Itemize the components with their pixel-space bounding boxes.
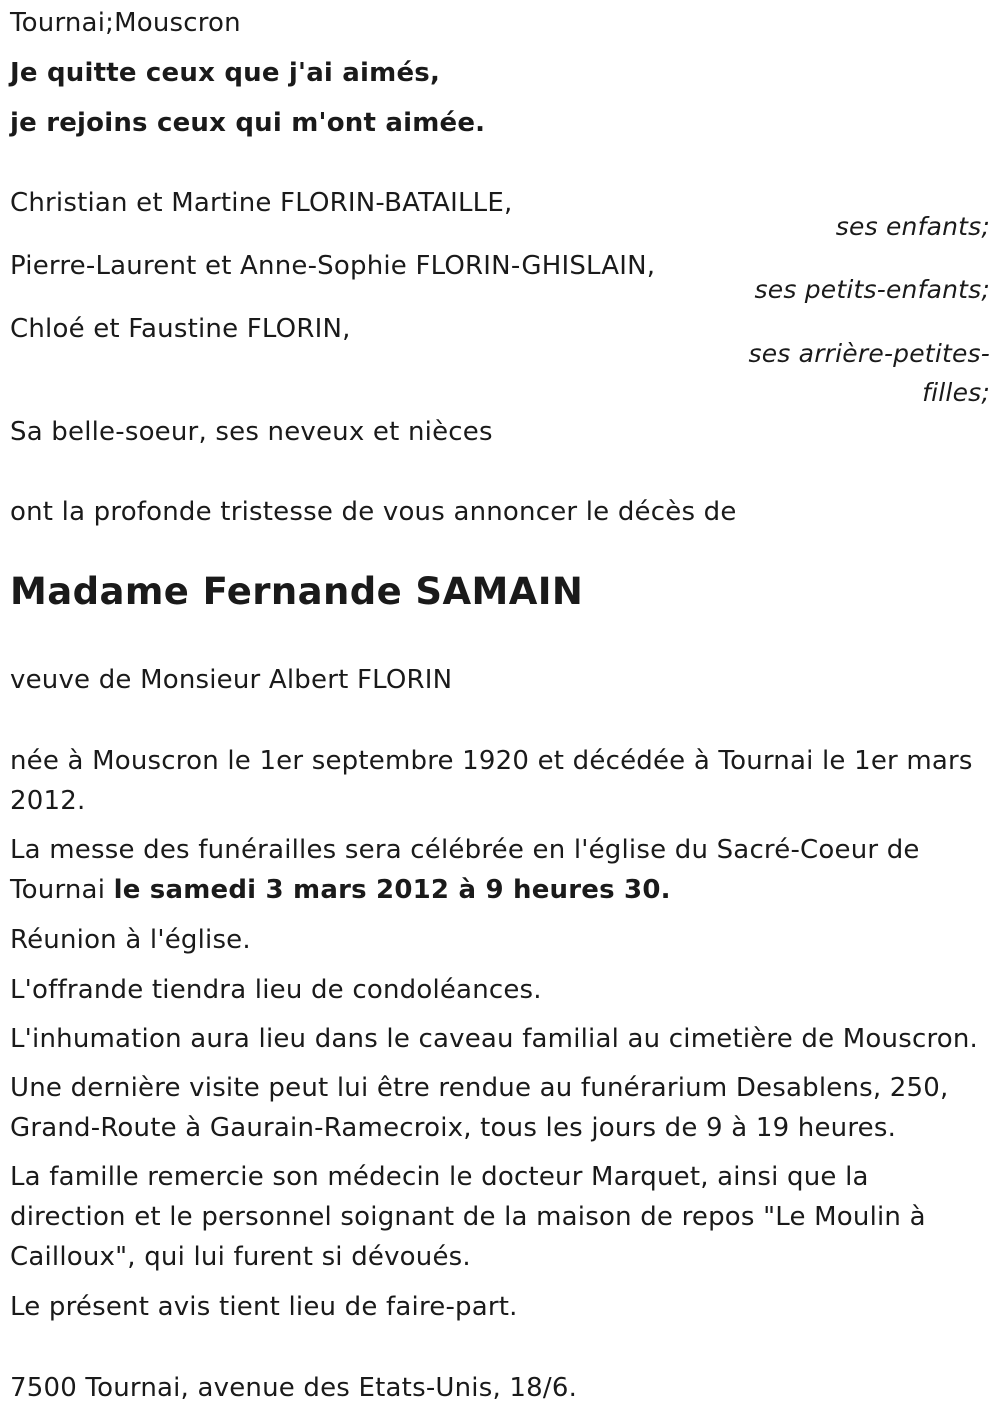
- meeting-text: Réunion à l'église.: [10, 925, 251, 955]
- family-names-children: Christian et Martine FLORIN-BATAILLE,: [10, 188, 513, 218]
- quote-line-2: je rejoins ceux qui m'ont aimée.: [10, 108, 486, 138]
- funeral-mass-intro: La messe des funérailles sera célébrée en l'église du Sacré-Coeur de Tournai: [10, 835, 920, 905]
- other-relatives: Sa belle-soeur, ses neveux et nièces: [10, 417, 493, 447]
- relation-great-grandchildren-line-1: ses arrière-petites-: [748, 339, 990, 368]
- offering-text: L'offrande tiendra lieu de condoléances.: [10, 975, 542, 1005]
- announcement-text: ont la profonde tristesse de vous annoncer le décès de: [10, 497, 737, 527]
- family-names-great-grandchildren: Chloé et Faustine FLORIN,: [10, 314, 351, 344]
- quote-line-1: Je quitte ceux que j'ai aimés,: [10, 58, 441, 88]
- funeral-mass-date: le samedi 3 mars 2012 à 9 heures 30.: [113, 875, 671, 905]
- family-names-grandchildren: Pierre-Laurent et Anne-Sophie FLORIN-GHISLAIN,: [10, 251, 656, 281]
- notice-text: Le présent avis tient lieu de faire-part.: [10, 1292, 518, 1322]
- relation-grandchildren: ses petits-enfants;: [754, 275, 990, 304]
- family-address: 7500 Tournai, avenue des Etats-Unis, 18/6.: [10, 1373, 578, 1403]
- relation-great-grandchildren-line-2: filles;: [922, 378, 990, 407]
- funeral-mass-paragraph: [10, 830, 990, 910]
- location-header: Tournai;Mouscron: [10, 8, 241, 38]
- thanks-paragraph: La famille remercie son médecin le docteur Marquet, ainsi que la direction et le personnel soignant de la maison de repos "Le Moulin à Cailloux", qui lui furent si dévoués.: [10, 1162, 926, 1272]
- widow-of: veuve de Monsieur Albert FLORIN: [10, 665, 453, 695]
- relation-children: ses enfants;: [835, 212, 990, 241]
- visit-paragraph: Une dernière visite peut lui être rendue au funérarium Desablens, 250, Grand-Route à Gaurain-Ramecroix, tous les jours de 9 à 19 heures.: [10, 1073, 949, 1143]
- birth-death-paragraph: née à Mouscron le 1er septembre 1920 et décédée à Tournai le 1er mars 2012.: [10, 746, 973, 816]
- deceased-name: Madame Fernande SAMAIN: [10, 570, 584, 613]
- burial-text: L'inhumation aura lieu dans le caveau familial au cimetière de Mouscron.: [10, 1024, 979, 1054]
